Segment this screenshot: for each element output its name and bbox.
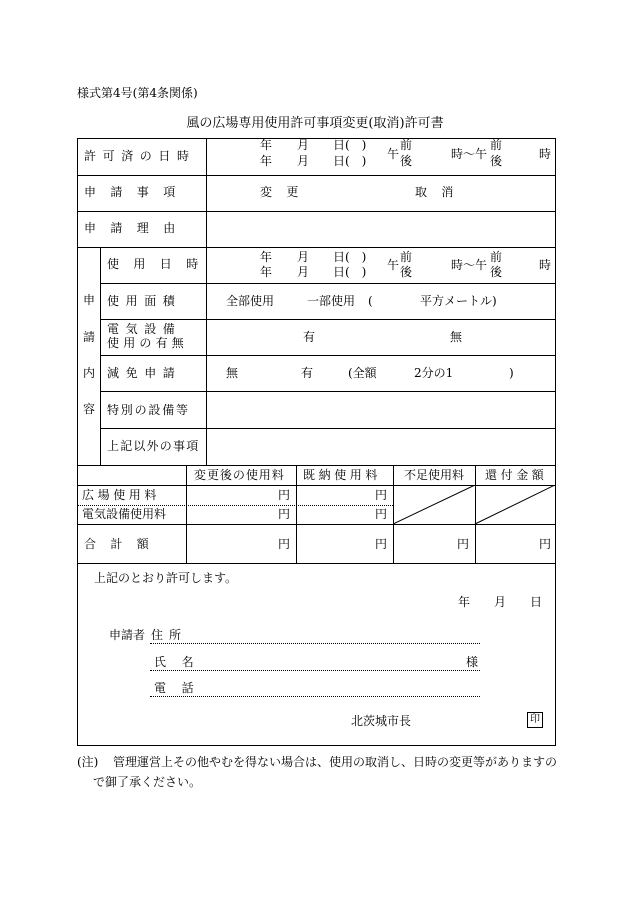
permitted-am-2: 前: [490, 138, 503, 152]
option-electric-yes: 有: [303, 330, 316, 344]
label-use-datetime: 使用日時: [107, 257, 213, 271]
permitted-year-2: 年: [260, 154, 273, 168]
note-line-2: で御了承ください。: [93, 775, 202, 789]
col-paid-fee: 既納使用料: [303, 468, 382, 482]
permit-form-table: [77, 138, 556, 746]
permitted-hour-end: 時: [539, 147, 552, 161]
approval-statement: 上記のとおり許可します。: [94, 571, 238, 585]
option-reduction-yes: 有: [301, 366, 314, 380]
permitted-ampm-prefix: 午: [387, 147, 400, 161]
note-label: (注): [77, 755, 99, 769]
group-char-4: 容: [83, 402, 96, 416]
option-cancel: 取消: [415, 185, 468, 199]
option-reduction-half: 2分の1: [414, 366, 454, 380]
col-shortage-fee: 不足使用料: [404, 468, 465, 482]
col-changed-fee: 変更後の使用料: [194, 468, 285, 482]
use-day-1: 日( ): [333, 250, 367, 264]
use-day-2: 日( ): [333, 265, 367, 279]
label-permitted-datetime: 許可済の日時: [84, 149, 196, 163]
plaza-paid-yen: 円: [375, 488, 388, 502]
plaza-changed-yen: 円: [278, 488, 291, 502]
approval-day: 日: [530, 595, 543, 609]
use-hour-tilde: 時〜午: [451, 258, 488, 272]
name-label: 氏名: [154, 655, 210, 669]
use-pm: 後: [400, 265, 413, 279]
permitted-day-1: 日( ): [333, 138, 367, 152]
use-hour-end: 時: [539, 258, 552, 272]
applicant-label: 申請者: [109, 628, 146, 642]
use-pm-2: 後: [490, 265, 503, 279]
use-am-2: 前: [490, 250, 503, 264]
total-changed-yen: 円: [278, 537, 291, 551]
electric-changed-yen: 円: [278, 507, 291, 521]
permitted-year-1: 年: [260, 138, 273, 152]
option-partial-use: 一部使用: [307, 294, 356, 308]
option-electric-no: 無: [450, 330, 463, 344]
permitted-pm: 後: [400, 154, 413, 168]
row-plaza-fee: 広場使用料: [82, 488, 161, 502]
label-electric-1: 電気設備: [107, 322, 182, 336]
group-char-2: 請: [83, 330, 96, 344]
col-refund-amount: 還付金額: [485, 468, 548, 482]
label-electric-2: 使用の有無: [107, 336, 189, 350]
label-request-reason: 申請理由: [84, 221, 190, 235]
option-reduction-none: 無: [226, 366, 239, 380]
use-am: 前: [400, 250, 413, 264]
use-month-1: 月: [297, 250, 310, 264]
area-unit: 平方メートル): [420, 294, 497, 308]
approval-year: 年: [458, 595, 471, 609]
label-other-items: 上記以外の事項: [107, 439, 200, 453]
row-total: 合計額: [84, 537, 164, 551]
form-number: 様式第4号(第4条関係): [77, 86, 198, 100]
use-year-2: 年: [260, 265, 273, 279]
label-request-item: 申請事項: [84, 185, 190, 199]
permitted-month-2: 月: [297, 154, 310, 168]
reduction-paren-close: ): [509, 366, 514, 380]
note-line-1: 管理運営上その他やむを得ない場合は、使用の取消し、日時の変更等がありますの: [113, 755, 558, 769]
phone-label: 電話: [154, 681, 210, 695]
label-use-area: 使用面積: [107, 294, 182, 308]
total-paid-yen: 円: [375, 537, 388, 551]
permitted-month-1: 月: [297, 138, 310, 152]
sama-honorific: 様: [466, 655, 479, 669]
label-special-equipment: 特別の設備等: [107, 403, 190, 417]
area-paren-open: (: [368, 294, 373, 308]
use-year-1: 年: [260, 250, 273, 264]
address-label: 住所: [151, 628, 188, 642]
total-shortage-yen: 円: [457, 537, 470, 551]
group-char-1: 申: [83, 293, 96, 307]
permitted-am: 前: [400, 138, 413, 152]
option-full-use: 全部使用: [226, 294, 275, 308]
use-month-2: 月: [297, 265, 310, 279]
permitted-pm-2: 後: [490, 154, 503, 168]
permitted-hour-tilde: 時〜午: [451, 147, 488, 161]
total-refund-yen: 円: [539, 537, 552, 551]
issuer-mayor: 北茨城市長: [351, 714, 412, 728]
row-electric-fee: 電気設備使用料: [82, 507, 167, 521]
electric-paid-yen: 円: [375, 507, 388, 521]
option-reduction-full: (全額: [348, 366, 377, 380]
approval-month: 月: [494, 595, 507, 609]
blank-cell-diagonals: [393, 485, 555, 525]
use-ampm-prefix: 午: [387, 258, 400, 272]
label-reduction: 減免申請: [107, 366, 182, 380]
document-title: 風の広場専用使用許可事項変更(取消)許可書: [186, 116, 444, 131]
option-change: 変更: [260, 185, 313, 199]
permitted-day-2: 日( ): [333, 154, 367, 168]
group-char-3: 内: [83, 366, 96, 380]
seal-mark: 印: [527, 712, 543, 728]
